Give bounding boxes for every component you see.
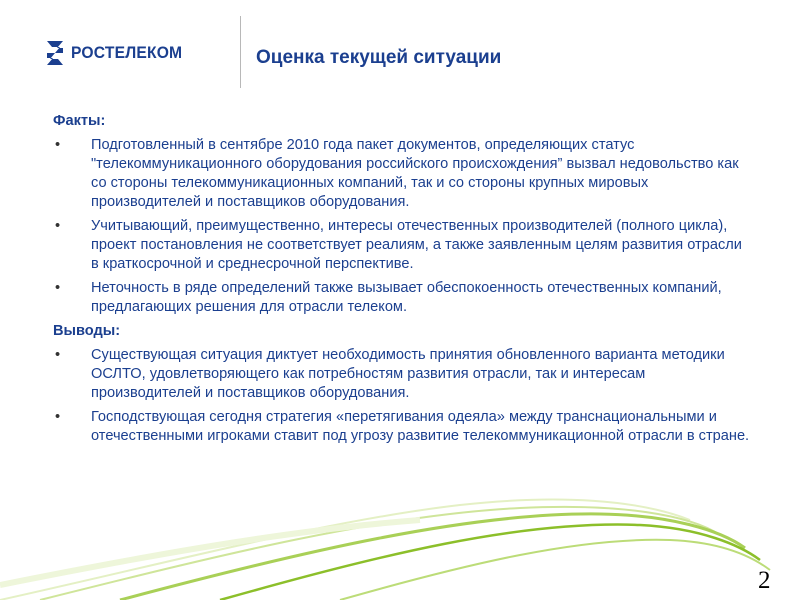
header-divider [240, 16, 241, 88]
slide-content [53, 112, 753, 451]
list-item-text: Учитывающий, преимущественно, интересы отечественных производителей (полного цикла), проект постановления не соответствует реалиям, а также заявленным целям развития отрасли в краткосрочной и среднесрочной перспективе. [91, 218, 742, 272]
logo-wordmark: РОСТЕЛЕКОМ [71, 43, 183, 62]
list-item [53, 279, 751, 317]
page-number: 2 [758, 567, 771, 594]
conclusions-heading: Выводы: [53, 323, 121, 339]
list-item [53, 136, 751, 212]
list-item-text: Неточность в ряде определений также вызывает обеспокоенность отечественных компаний, предлагающих решения для отрасли телеком. [91, 280, 722, 315]
rostelecom-logo [44, 40, 192, 66]
bullet: • [55, 280, 61, 296]
slide-title: Оценка текущей ситуации [256, 47, 502, 68]
list-item [53, 408, 751, 446]
list-item-text: Господствующая сегодня стратегия «перетягивания одеяла» между транснациональными и отечественными игроками ставит под угрозу развитие телекоммуникационной отрасли в стране. [91, 409, 750, 444]
list-item [53, 217, 751, 274]
list-item-text: Подготовленный в сентябре 2010 года пакет документов, определяющих статус "телекоммуникационного оборудования российского происхождения” вызвал недовольство как со стороны телекоммуникационных компаний, так и со стороны крупных мировых производителей и поставщиков оборудования. [91, 137, 739, 210]
rostelecom-logo-icon [44, 40, 66, 66]
bullet: • [55, 137, 61, 153]
bullet: • [55, 347, 61, 363]
facts-list [53, 136, 753, 317]
conclusions-list [53, 346, 753, 446]
bullet: • [55, 409, 61, 425]
list-item-text: Существующая ситуация диктует необходимость принятия обновленного варианта методики ОСЛТО, удовлетворяющего как потребностям развития отрасли, так и интересам производителей и поставщиков оборудования. [91, 347, 725, 401]
bullet: • [55, 218, 61, 234]
facts-heading: Факты: [53, 113, 106, 129]
list-item [53, 346, 751, 403]
